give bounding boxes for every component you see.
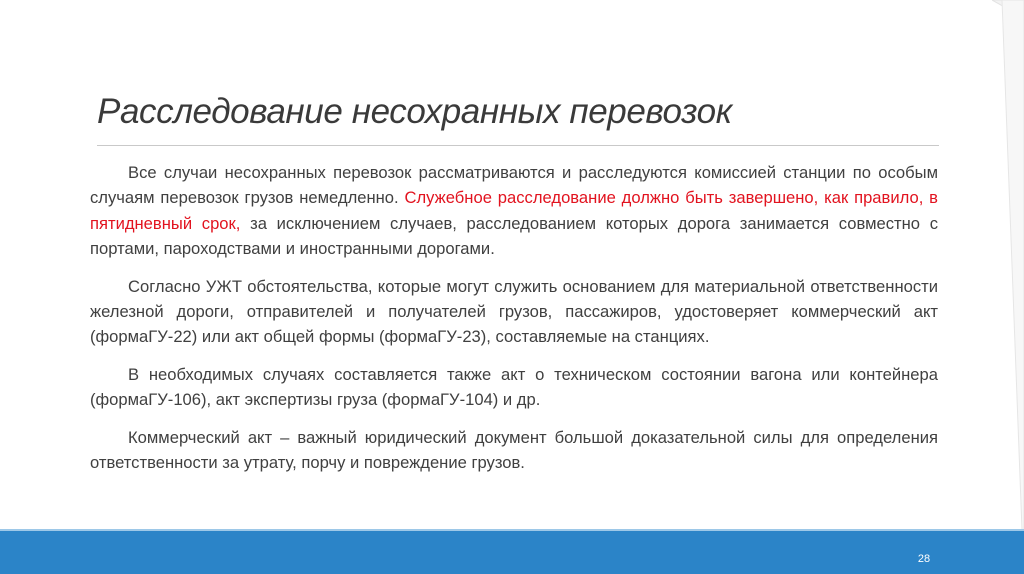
footer-band	[0, 531, 1024, 574]
paragraph-1-text-start: Все случаи несохранных перевозок рассматриваются и расследуются комиссией станции по особым случаям перевозок грузов немедленно.	[90, 163, 938, 208]
paragraph-1	[90, 160, 938, 262]
title-divider	[97, 145, 939, 146]
paragraph-1-highlight: Служебное расследование должно быть завершено, как правило, в пятидневный срок,	[90, 188, 938, 233]
paragraph-3: В необходимых случаях составляется также акт о техническом состоянии вагона или контейнера (формаГУ-106), акт экспертизы груза (формаГУ-104) и др.	[90, 364, 938, 410]
paragraph-1-text-end: за исключением случаев, расследованием которых дорога занимается совместно с портами, пароходствами и иностранными дорогами.	[90, 213, 939, 259]
page-number: 28	[917, 553, 931, 565]
slide-title: Расследование несохранных перевозок	[97, 92, 732, 131]
corner-decoration	[992, 0, 1024, 530]
paragraph-2: Согласно УЖТ обстоятельства, которые могут служить основанием для материальной ответственности железной дороги, отправителей и получателей грузов, пассажиров, удостоверяет коммерческий акт (формаГУ-22) или акт общей формы (формаГУ-23), составляемые на станциях.	[90, 276, 938, 347]
slide-body	[90, 160, 938, 487]
paragraph-4: Коммерческий акт – важный юридический документ большой доказательной силы для определения ответственности за утрату, порчу и повреждение грузов.	[90, 427, 938, 473]
